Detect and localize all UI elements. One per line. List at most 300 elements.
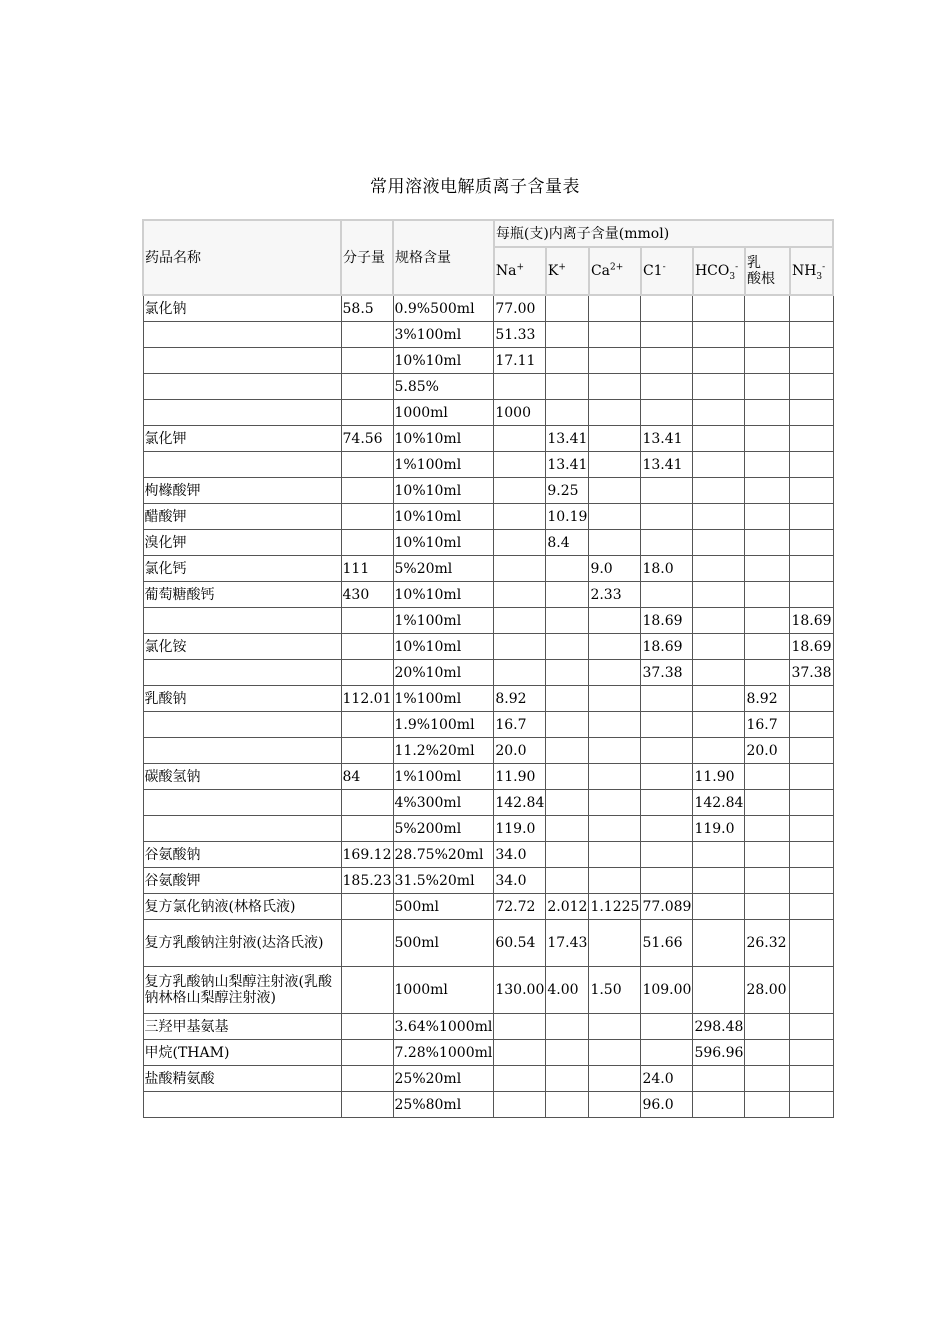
cell-ca bbox=[589, 348, 641, 374]
cell-na: 16.7 bbox=[494, 712, 546, 738]
cell-drug-name bbox=[143, 816, 341, 842]
cell-ca bbox=[589, 712, 641, 738]
table-row bbox=[143, 426, 833, 452]
cell-na bbox=[494, 530, 546, 556]
cell-k bbox=[546, 868, 589, 894]
cell-na: 17.11 bbox=[494, 348, 546, 374]
cell-k bbox=[546, 764, 589, 790]
cell-ca bbox=[589, 816, 641, 842]
cell-drug-name bbox=[143, 738, 341, 764]
cell-mol-weight: 111 bbox=[341, 556, 393, 582]
cell-hco3 bbox=[693, 634, 745, 660]
cell-spec: 10%10ml bbox=[393, 426, 494, 452]
cell-ca bbox=[589, 374, 641, 400]
table-row bbox=[143, 738, 833, 764]
cell-lactate: 16.7 bbox=[745, 712, 790, 738]
table-row bbox=[143, 920, 833, 967]
table-row bbox=[143, 530, 833, 556]
cell-k bbox=[546, 348, 589, 374]
cell-mol-weight: 430 bbox=[341, 582, 393, 608]
cell-k bbox=[546, 556, 589, 582]
cell-k bbox=[546, 1066, 589, 1092]
cell-na: 1000 bbox=[494, 400, 546, 426]
cell-spec: 10%10ml bbox=[393, 348, 494, 374]
cell-cl: 13.41 bbox=[641, 426, 693, 452]
cell-drug-name: 氯化钠 bbox=[143, 295, 341, 322]
cell-k: 2.012 bbox=[546, 894, 589, 920]
cell-drug-name: 碳酸氢钠 bbox=[143, 764, 341, 790]
cell-ca bbox=[589, 504, 641, 530]
table-row bbox=[143, 608, 833, 634]
cell-nh3 bbox=[790, 790, 833, 816]
cell-mol-weight bbox=[341, 712, 393, 738]
cell-hco3: 298.48 bbox=[693, 1014, 745, 1040]
cell-nh3 bbox=[790, 712, 833, 738]
cell-lactate bbox=[745, 556, 790, 582]
table-row bbox=[143, 660, 833, 686]
cell-mol-weight bbox=[341, 348, 393, 374]
cell-hco3: 596.96 bbox=[693, 1040, 745, 1066]
cell-hco3 bbox=[693, 530, 745, 556]
cell-cl: 18.69 bbox=[641, 634, 693, 660]
cell-ca bbox=[589, 608, 641, 634]
cell-mol-weight: 185.23 bbox=[341, 868, 393, 894]
cell-spec: 28.75%20ml bbox=[393, 842, 494, 868]
cell-hco3 bbox=[693, 1066, 745, 1092]
cell-hco3: 119.0 bbox=[693, 816, 745, 842]
cell-lactate bbox=[745, 400, 790, 426]
cell-k bbox=[546, 842, 589, 868]
cell-nh3 bbox=[790, 322, 833, 348]
cell-lactate bbox=[745, 634, 790, 660]
cell-nh3 bbox=[790, 400, 833, 426]
cell-drug-name: 复方乳酸钠山梨醇注射液(乳酸钠林格山梨醇注射液) bbox=[143, 967, 341, 1014]
cell-hco3 bbox=[693, 608, 745, 634]
cell-drug-name: 葡萄糖酸钙 bbox=[143, 582, 341, 608]
cell-na: 60.54 bbox=[494, 920, 546, 967]
cell-drug-name: 盐酸精氨酸 bbox=[143, 1066, 341, 1092]
cell-mol-weight: 58.5 bbox=[341, 295, 393, 322]
cell-drug-name bbox=[143, 712, 341, 738]
cell-ca bbox=[589, 1066, 641, 1092]
cell-mol-weight bbox=[341, 790, 393, 816]
cell-nh3 bbox=[790, 1092, 833, 1118]
cell-ca bbox=[589, 868, 641, 894]
header-lactate: 乳 酸根 bbox=[745, 247, 790, 295]
cell-ca bbox=[589, 400, 641, 426]
cell-ca bbox=[589, 426, 641, 452]
cell-lactate bbox=[745, 426, 790, 452]
cell-spec: 4%300ml bbox=[393, 790, 494, 816]
cell-nh3 bbox=[790, 1014, 833, 1040]
cell-mol-weight: 112.01 bbox=[341, 686, 393, 712]
cell-k bbox=[546, 582, 589, 608]
cell-spec: 20%10ml bbox=[393, 660, 494, 686]
header-nh3: $NH_3^-$ bbox=[790, 247, 833, 295]
header-cl: C1- bbox=[641, 247, 693, 295]
cell-mol-weight bbox=[341, 400, 393, 426]
cell-k bbox=[546, 295, 589, 322]
cell-spec: 1%100ml bbox=[393, 764, 494, 790]
cell-drug-name bbox=[143, 790, 341, 816]
cell-na: 72.72 bbox=[494, 894, 546, 920]
cell-na: 77.00 bbox=[494, 295, 546, 322]
cell-mol-weight bbox=[341, 504, 393, 530]
table-row bbox=[143, 295, 833, 322]
cell-lactate bbox=[745, 582, 790, 608]
cell-k: 13.41 bbox=[546, 426, 589, 452]
cell-cl bbox=[641, 400, 693, 426]
cell-cl: 109.00 bbox=[641, 967, 693, 1014]
cell-cl: 13.41 bbox=[641, 452, 693, 478]
cell-lactate bbox=[745, 348, 790, 374]
cell-mol-weight bbox=[341, 894, 393, 920]
cell-hco3 bbox=[693, 920, 745, 967]
cell-hco3 bbox=[693, 556, 745, 582]
table-row bbox=[143, 868, 833, 894]
cell-mol-weight bbox=[341, 478, 393, 504]
header-hco3: $HCO_3^-$ bbox=[693, 247, 745, 295]
cell-nh3 bbox=[790, 426, 833, 452]
cell-k bbox=[546, 790, 589, 816]
cell-nh3: 37.38 bbox=[790, 660, 833, 686]
cell-na bbox=[494, 452, 546, 478]
cell-ca bbox=[589, 1040, 641, 1066]
cell-ca: 9.0 bbox=[589, 556, 641, 582]
cell-nh3 bbox=[790, 738, 833, 764]
cell-nh3 bbox=[790, 894, 833, 920]
cell-nh3 bbox=[790, 582, 833, 608]
cell-nh3: 18.69 bbox=[790, 608, 833, 634]
table-row bbox=[143, 322, 833, 348]
cell-nh3 bbox=[790, 764, 833, 790]
cell-spec: 25%80ml bbox=[393, 1092, 494, 1118]
cell-na bbox=[494, 1092, 546, 1118]
cell-ca: 1.50 bbox=[589, 967, 641, 1014]
cell-ca: 2.33 bbox=[589, 582, 641, 608]
cell-mol-weight bbox=[341, 1066, 393, 1092]
cell-cl bbox=[641, 816, 693, 842]
cell-mol-weight bbox=[341, 1014, 393, 1040]
cell-cl: 18.69 bbox=[641, 608, 693, 634]
cell-lactate bbox=[745, 868, 790, 894]
cell-nh3 bbox=[790, 504, 833, 530]
header-na: Na+ bbox=[494, 247, 546, 295]
cell-k: 10.19 bbox=[546, 504, 589, 530]
cell-cl bbox=[641, 504, 693, 530]
cell-drug-name: 氯化钙 bbox=[143, 556, 341, 582]
table-row bbox=[143, 894, 833, 920]
cell-mol-weight: 169.12 bbox=[341, 842, 393, 868]
cell-mol-weight: 84 bbox=[341, 764, 393, 790]
header-spec: 规格含量 bbox=[393, 220, 494, 295]
table-row bbox=[143, 967, 833, 1014]
cell-ca bbox=[589, 634, 641, 660]
cell-cl: 18.0 bbox=[641, 556, 693, 582]
cell-spec: 7.28%1000ml bbox=[393, 1040, 494, 1066]
cell-na: 11.90 bbox=[494, 764, 546, 790]
cell-hco3 bbox=[693, 686, 745, 712]
cell-k bbox=[546, 1014, 589, 1040]
cell-cl: 37.38 bbox=[641, 660, 693, 686]
cell-drug-name: 谷氨酸钾 bbox=[143, 868, 341, 894]
cell-spec: 10%10ml bbox=[393, 478, 494, 504]
cell-na: 142.84 bbox=[494, 790, 546, 816]
cell-lactate bbox=[745, 1092, 790, 1118]
cell-cl bbox=[641, 790, 693, 816]
cell-nh3 bbox=[790, 967, 833, 1014]
cell-spec: 500ml bbox=[393, 894, 494, 920]
cell-na: 8.92 bbox=[494, 686, 546, 712]
cell-hco3 bbox=[693, 738, 745, 764]
cell-spec: 11.2%20ml bbox=[393, 738, 494, 764]
cell-nh3 bbox=[790, 842, 833, 868]
table-row bbox=[143, 478, 833, 504]
table-row bbox=[143, 790, 833, 816]
cell-na: 130.00 bbox=[494, 967, 546, 1014]
cell-cl: 96.0 bbox=[641, 1092, 693, 1118]
cell-lactate: 8.92 bbox=[745, 686, 790, 712]
table-row bbox=[143, 712, 833, 738]
cell-nh3 bbox=[790, 920, 833, 967]
cell-spec: 3%100ml bbox=[393, 322, 494, 348]
cell-ca bbox=[589, 295, 641, 322]
cell-na bbox=[494, 504, 546, 530]
cell-mol-weight bbox=[341, 1040, 393, 1066]
cell-drug-name bbox=[143, 348, 341, 374]
cell-na bbox=[494, 1014, 546, 1040]
cell-lactate bbox=[745, 295, 790, 322]
cell-spec: 25%20ml bbox=[393, 1066, 494, 1092]
table-row bbox=[143, 634, 833, 660]
header-mol-weight: 分子量 bbox=[341, 220, 393, 295]
cell-spec: 5.85% bbox=[393, 374, 494, 400]
cell-drug-name bbox=[143, 322, 341, 348]
header-ion-group: 每瓶(支)内离子含量(mmol) bbox=[494, 220, 833, 247]
cell-hco3 bbox=[693, 478, 745, 504]
cell-hco3: 142.84 bbox=[693, 790, 745, 816]
cell-mol-weight bbox=[341, 920, 393, 967]
cell-nh3 bbox=[790, 348, 833, 374]
cell-mol-weight bbox=[341, 816, 393, 842]
cell-ca: 1.1225 bbox=[589, 894, 641, 920]
cell-cl bbox=[641, 868, 693, 894]
cell-na: 20.0 bbox=[494, 738, 546, 764]
cell-na: 34.0 bbox=[494, 868, 546, 894]
table-row bbox=[143, 582, 833, 608]
cell-lactate bbox=[745, 1040, 790, 1066]
cell-drug-name: 氯化钾 bbox=[143, 426, 341, 452]
cell-spec: 1%100ml bbox=[393, 686, 494, 712]
cell-mol-weight bbox=[341, 660, 393, 686]
cell-nh3 bbox=[790, 452, 833, 478]
cell-na: 34.0 bbox=[494, 842, 546, 868]
cell-hco3 bbox=[693, 348, 745, 374]
cell-k bbox=[546, 322, 589, 348]
cell-k bbox=[546, 608, 589, 634]
cell-drug-name: 复方氯化钠液(林格氏液) bbox=[143, 894, 341, 920]
cell-ca bbox=[589, 322, 641, 348]
cell-cl bbox=[641, 686, 693, 712]
cell-hco3 bbox=[693, 842, 745, 868]
cell-k bbox=[546, 816, 589, 842]
cell-cl bbox=[641, 295, 693, 322]
cell-spec: 10%10ml bbox=[393, 634, 494, 660]
cell-nh3 bbox=[790, 1040, 833, 1066]
cell-ca bbox=[589, 842, 641, 868]
cell-lactate: 28.00 bbox=[745, 967, 790, 1014]
cell-hco3 bbox=[693, 582, 745, 608]
cell-mol-weight bbox=[341, 374, 393, 400]
cell-drug-name: 甲烷(THAM) bbox=[143, 1040, 341, 1066]
cell-ca bbox=[589, 920, 641, 967]
cell-lactate bbox=[745, 608, 790, 634]
cell-hco3 bbox=[693, 504, 745, 530]
cell-na bbox=[494, 426, 546, 452]
cell-na bbox=[494, 660, 546, 686]
header-ca: $Ca^{2+}$ bbox=[589, 247, 641, 295]
cell-spec: 1%100ml bbox=[393, 452, 494, 478]
cell-drug-name: 乳酸钠 bbox=[143, 686, 341, 712]
cell-cl bbox=[641, 322, 693, 348]
cell-mol-weight bbox=[341, 452, 393, 478]
cell-drug-name bbox=[143, 400, 341, 426]
cell-drug-name bbox=[143, 1092, 341, 1118]
cell-cl bbox=[641, 842, 693, 868]
cell-cl bbox=[641, 348, 693, 374]
cell-lactate: 26.32 bbox=[745, 920, 790, 967]
table-row bbox=[143, 1066, 833, 1092]
cell-nh3 bbox=[790, 816, 833, 842]
cell-k: 9.25 bbox=[546, 478, 589, 504]
cell-ca bbox=[589, 478, 641, 504]
cell-cl bbox=[641, 738, 693, 764]
cell-hco3 bbox=[693, 967, 745, 1014]
table-row bbox=[143, 1040, 833, 1066]
cell-spec: 1000ml bbox=[393, 967, 494, 1014]
cell-k bbox=[546, 374, 589, 400]
cell-lactate bbox=[745, 1014, 790, 1040]
cell-na bbox=[494, 608, 546, 634]
table-row bbox=[143, 400, 833, 426]
cell-mol-weight bbox=[341, 1092, 393, 1118]
cell-drug-name bbox=[143, 608, 341, 634]
cell-k bbox=[546, 400, 589, 426]
cell-lactate bbox=[745, 790, 790, 816]
cell-nh3: 18.69 bbox=[790, 634, 833, 660]
table-row bbox=[143, 374, 833, 400]
cell-drug-name bbox=[143, 452, 341, 478]
cell-nh3 bbox=[790, 478, 833, 504]
cell-na: 119.0 bbox=[494, 816, 546, 842]
cell-spec: 1000ml bbox=[393, 400, 494, 426]
cell-ca bbox=[589, 660, 641, 686]
cell-na bbox=[494, 1040, 546, 1066]
cell-drug-name bbox=[143, 660, 341, 686]
cell-k: 13.41 bbox=[546, 452, 589, 478]
cell-na bbox=[494, 634, 546, 660]
cell-spec: 10%10ml bbox=[393, 582, 494, 608]
cell-ca bbox=[589, 530, 641, 556]
cell-lactate bbox=[745, 322, 790, 348]
cell-hco3 bbox=[693, 400, 745, 426]
cell-hco3: 11.90 bbox=[693, 764, 745, 790]
cell-na bbox=[494, 374, 546, 400]
cell-cl bbox=[641, 1040, 693, 1066]
electrolyte-table bbox=[142, 219, 834, 1118]
cell-drug-name: 醋酸钾 bbox=[143, 504, 341, 530]
cell-ca bbox=[589, 790, 641, 816]
cell-lactate bbox=[745, 764, 790, 790]
cell-hco3 bbox=[693, 1092, 745, 1118]
page-title: 常用溶液电解质离子含量表 bbox=[370, 177, 580, 197]
cell-k bbox=[546, 660, 589, 686]
cell-k bbox=[546, 686, 589, 712]
cell-spec: 31.5%20ml bbox=[393, 868, 494, 894]
cell-spec: 500ml bbox=[393, 920, 494, 967]
cell-hco3 bbox=[693, 374, 745, 400]
table-row bbox=[143, 842, 833, 868]
cell-cl bbox=[641, 712, 693, 738]
cell-hco3 bbox=[693, 426, 745, 452]
cell-hco3 bbox=[693, 322, 745, 348]
cell-lactate bbox=[745, 660, 790, 686]
cell-cl bbox=[641, 530, 693, 556]
cell-hco3 bbox=[693, 712, 745, 738]
cell-k bbox=[546, 634, 589, 660]
cell-hco3 bbox=[693, 868, 745, 894]
cell-cl: 51.66 bbox=[641, 920, 693, 967]
cell-lactate bbox=[745, 374, 790, 400]
cell-ca bbox=[589, 738, 641, 764]
cell-drug-name: 溴化钾 bbox=[143, 530, 341, 556]
table-row bbox=[143, 1092, 833, 1118]
table-row bbox=[143, 816, 833, 842]
cell-lactate bbox=[745, 842, 790, 868]
cell-ca bbox=[589, 1092, 641, 1118]
cell-lactate: 20.0 bbox=[745, 738, 790, 764]
cell-nh3 bbox=[790, 556, 833, 582]
table-row bbox=[143, 348, 833, 374]
cell-spec: 10%10ml bbox=[393, 530, 494, 556]
cell-na bbox=[494, 556, 546, 582]
cell-drug-name: 三羟甲基氨基 bbox=[143, 1014, 341, 1040]
header-k: K+ bbox=[546, 247, 589, 295]
cell-cl bbox=[641, 582, 693, 608]
cell-spec: 10%10ml bbox=[393, 504, 494, 530]
table-row bbox=[143, 686, 833, 712]
cell-na bbox=[494, 582, 546, 608]
cell-spec: 5%200ml bbox=[393, 816, 494, 842]
cell-spec: 5%20ml bbox=[393, 556, 494, 582]
cell-mol-weight bbox=[341, 530, 393, 556]
cell-k bbox=[546, 712, 589, 738]
cell-cl bbox=[641, 374, 693, 400]
table-row bbox=[143, 556, 833, 582]
cell-nh3 bbox=[790, 686, 833, 712]
table-row bbox=[143, 764, 833, 790]
cell-lactate bbox=[745, 816, 790, 842]
table-row bbox=[143, 452, 833, 478]
cell-cl: 24.0 bbox=[641, 1066, 693, 1092]
cell-ca bbox=[589, 764, 641, 790]
cell-lactate bbox=[745, 452, 790, 478]
header-drug-name: 药品名称 bbox=[143, 220, 341, 295]
cell-hco3 bbox=[693, 452, 745, 478]
cell-cl: 77.089 bbox=[641, 894, 693, 920]
cell-hco3 bbox=[693, 295, 745, 322]
cell-mol-weight bbox=[341, 608, 393, 634]
